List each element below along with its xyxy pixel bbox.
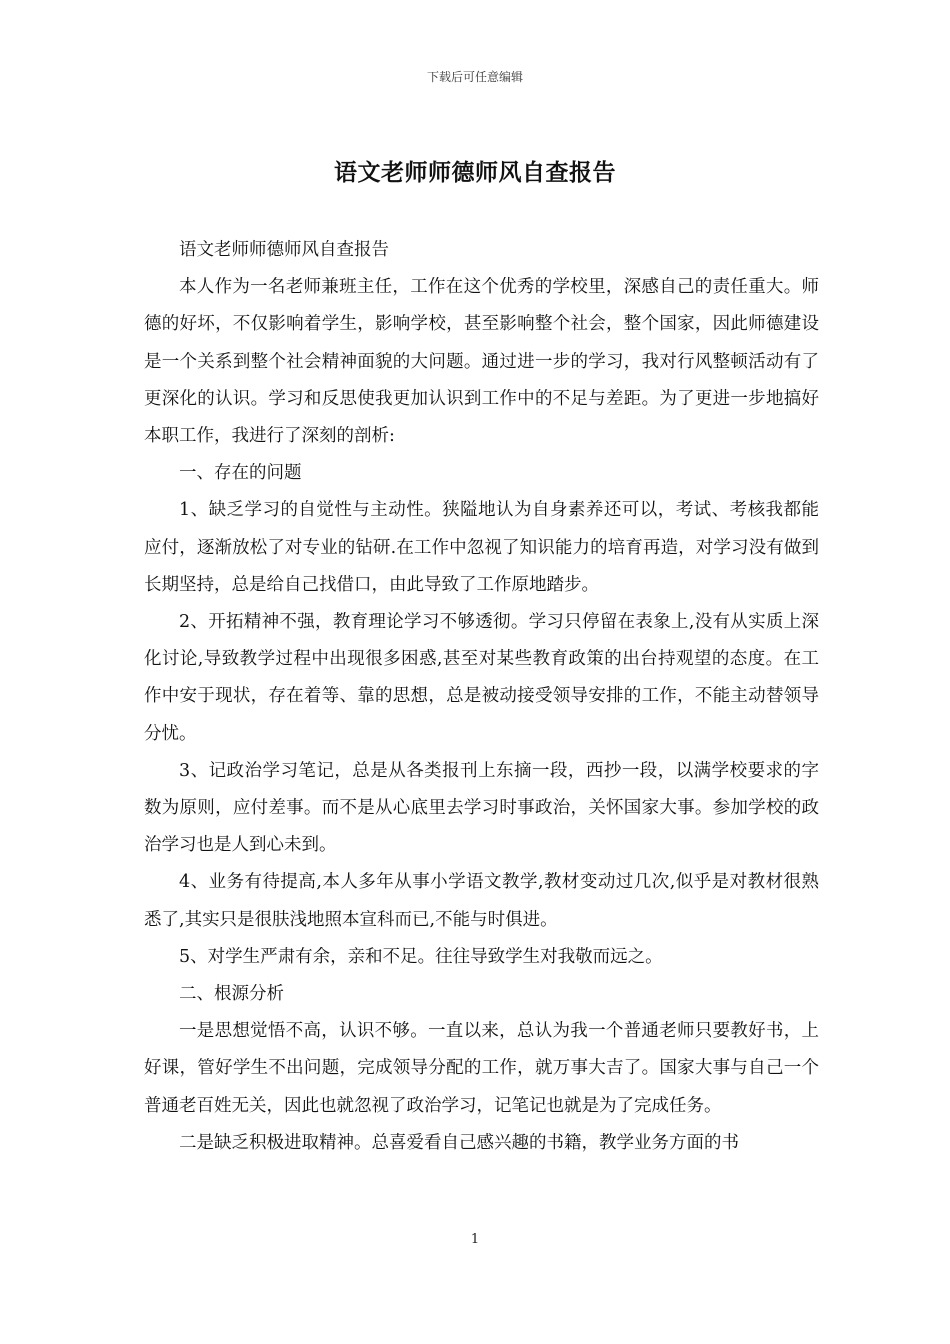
paragraph-analysis-2: 二是缺乏积极进取精神。总喜爱看自己感兴趣的书籍，教学业务方面的书 [179, 1132, 739, 1153]
document-title: 语文老师师德师风自查报告 [334, 160, 616, 186]
paragraph-problem-5: 5、对学生严肃有余，亲和不足。往往导致学生对我敬而远之。 [179, 946, 663, 967]
header-note: 下载后可任意编辑 [426, 70, 523, 84]
paragraph-problem-3: 3、记政治学习笔记，总是从各类报刊上东摘一段，西抄一段，以满学校要求的字数为原则，应付差事。而不是从心底里去学习时事政治，关怀国家大事。参加学校的政治学习也是人到心未到。 [144, 760, 819, 856]
paragraph-intro: 本人作为一名老师兼班主任，工作在这个优秀的学校里，深感自己的责任重大。师德的好坏，不仅影响着学生，影响学校，甚至影响整个社会，整个国家，因此师德建设是一个关系到整个社会精神面貌的大问题。通过进一步的学习，我对行风整顿活动有了更深化的认识。学习和反思使我更加认识到工作中的不足与差距。为了更进一步地搞好本职工作，我进行了深刻的剖析: [144, 277, 819, 447]
paragraph-problem-1: 1、缺乏学习的自觉性与主动性。狭隘地认为自身素养还可以，考试、考核我都能应付，逐渐放松了对专业的钻研.在工作中忽视了知识能力的培育再造，对学习没有做到长期坚持，总是给自己找借口，由此导致了工作原地踏步。 [144, 500, 819, 595]
section-heading-analysis: 二、根源分析 [179, 984, 284, 1005]
paragraph-subtitle: 语文老师师德师风自查报告 [179, 240, 389, 260]
document-body [144, 232, 819, 1162]
paragraph-problem-2: 2、开拓精神不强，教育理论学习不够透彻。学习只停留在表象上,没有从实质上深化讨论,导致教学过程中出现很多困惑,甚至对某些教育政策的出台持观望的态度。在工作中安于现状，存在着等、靠的思想，总是被动接受领导安排的工作，不能主动替领导分忧。 [144, 612, 819, 744]
paragraph-problem-4: 4、业务有待提高,本人多年从事小学语文教学,教材变动过几次,似乎是对教材很熟悉了,其实只是很肤浅地照本宣科而已,不能与时俱进。 [144, 872, 819, 930]
page-number: 1 [470, 1232, 480, 1247]
paragraph-analysis-1: 一是思想觉悟不高，认识不够。一直以来，总认为我一个普通老师只要教好书，上好课，管好学生不出问题，完成领导分配的工作，就万事大吉了。国家大事与自己一个普通老百姓无关，因此也就忽视了政治学习，记笔记也就是为了完成任务。 [144, 1021, 819, 1116]
section-heading-problems: 一、存在的问题 [179, 463, 302, 484]
